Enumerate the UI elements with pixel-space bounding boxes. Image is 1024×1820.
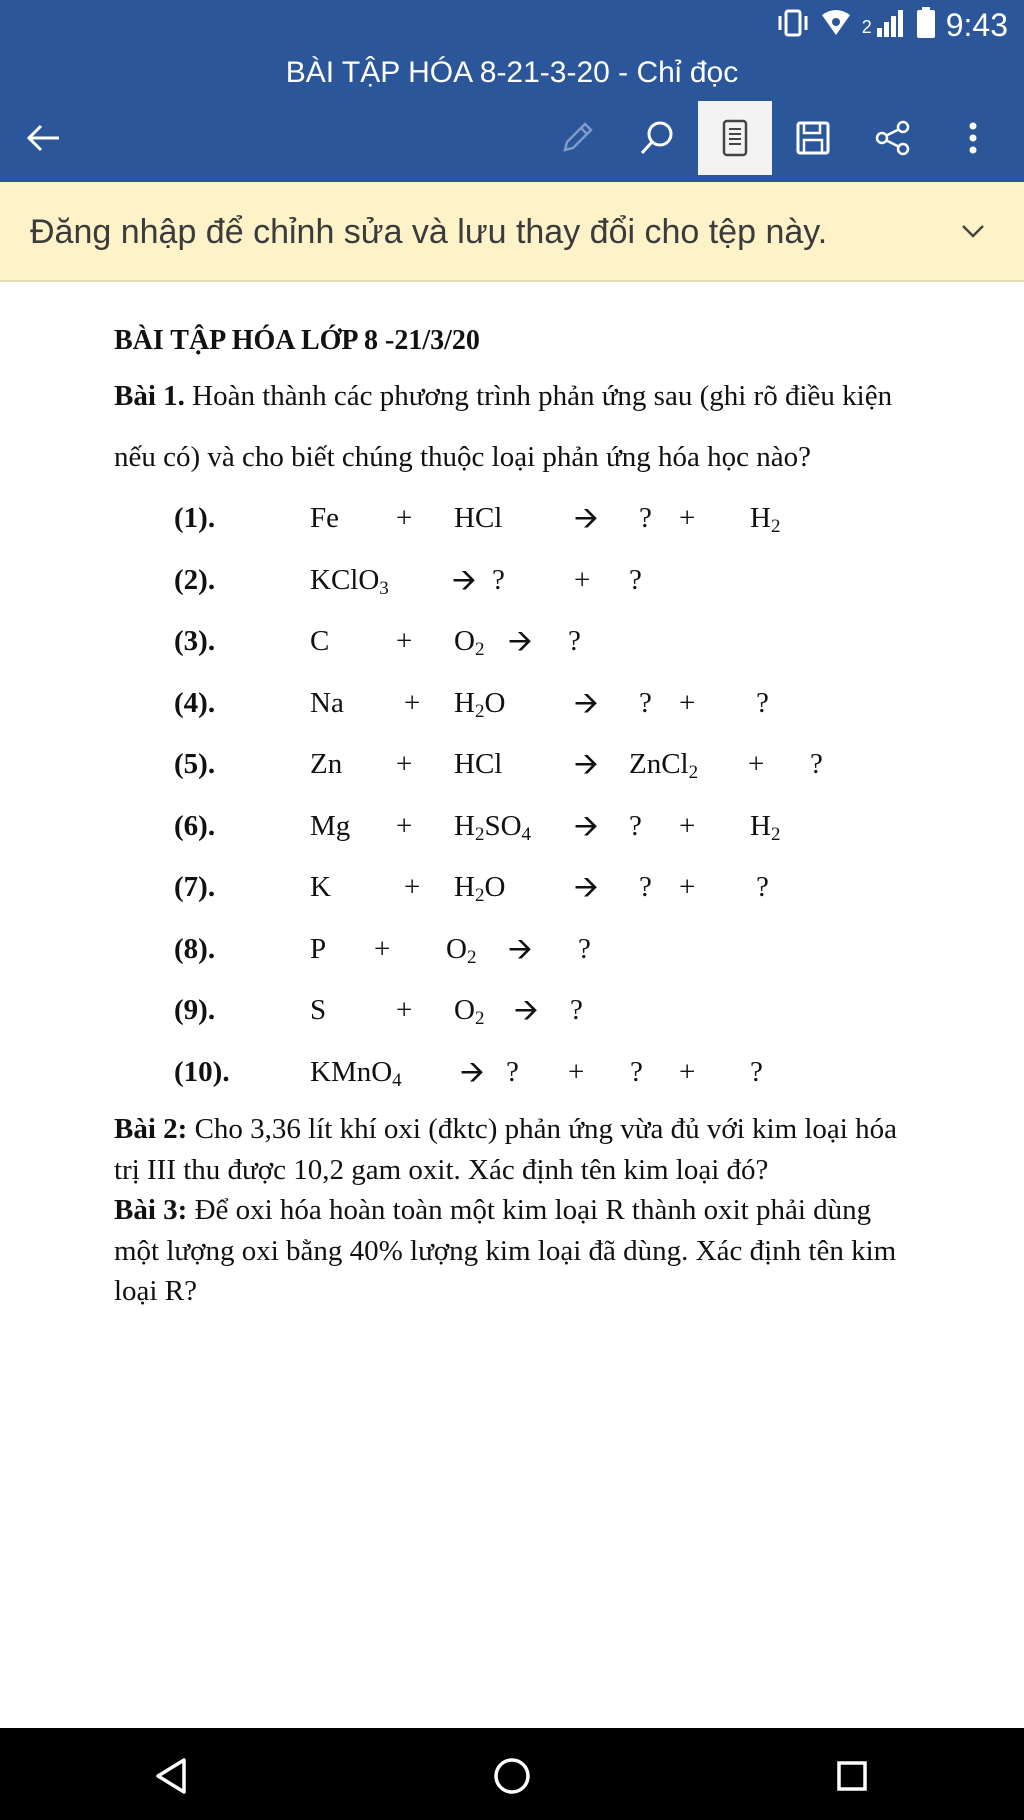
nav-recents-icon [832, 1756, 872, 1796]
reaction-number: (6). [174, 809, 216, 842]
reaction-row [174, 673, 914, 735]
bai-2-label: Bài 2: [114, 1113, 188, 1145]
reaction-number: (9). [174, 994, 216, 1026]
plus-sign: + [404, 871, 421, 903]
reactant: HCl [454, 502, 503, 534]
reactant: S [310, 994, 327, 1026]
reaction-number: (3). [174, 625, 216, 657]
reactant: Mg [310, 809, 351, 842]
arrow-icon: 🡪 [460, 1054, 485, 1090]
reaction-number: (7). [174, 871, 216, 903]
product: ? [492, 563, 505, 596]
reaction-number: (5). [174, 748, 216, 780]
bai-2-text: Cho 3,36 lít khí oxi (đktc) phản ứng vừa đủ với kim loại hóa trị III thu được 10,2 gam oxit. Xác định tên kim loại đó? [114, 1113, 897, 1186]
wifi-icon [820, 9, 852, 42]
product: ? [629, 809, 642, 842]
plus-sign: + [574, 563, 591, 596]
arrow-icon: 🡪 [508, 931, 533, 967]
notice-text: Đăng nhập để chỉnh sửa và lưu thay đổi cho tệp này. [30, 213, 828, 251]
reactant: $H_2SO_4$ [454, 809, 532, 845]
plus-sign: + [404, 686, 421, 719]
pencil-icon [557, 118, 597, 158]
reactant: P [310, 932, 327, 965]
edit-button[interactable] [540, 101, 614, 175]
plus-sign: + [679, 686, 696, 719]
product: ? [570, 994, 583, 1026]
bai-1-text: Hoàn thành các phương trình phản ứng sau (ghi rõ điều kiện nếu có) và cho biết chúng thuộc loại phản ứng hóa học nào? [114, 380, 893, 473]
plus-sign: + [679, 871, 696, 903]
navigation-bar [0, 1728, 1024, 1820]
bai-1-paragraph [114, 366, 914, 488]
reactant: $O_2$ [446, 932, 477, 968]
arrow-icon: 🡪 [452, 562, 477, 598]
document-page[interactable] [0, 284, 1024, 1728]
nav-back-button[interactable] [144, 1748, 200, 1804]
status-icons [776, 6, 1008, 44]
nav-home-button[interactable] [484, 1748, 540, 1804]
share-icon [873, 118, 913, 158]
plus-sign: + [396, 809, 413, 842]
document-content [114, 326, 914, 1312]
arrow-icon: 🡪 [574, 808, 599, 844]
reactant: C [310, 625, 330, 657]
product: ? [756, 686, 769, 719]
reaction-row [174, 857, 914, 919]
title-bar [0, 50, 1024, 96]
share-button[interactable] [856, 101, 930, 175]
product: ? [750, 1055, 763, 1088]
reactant: KClO$_3$ [310, 563, 389, 599]
arrow-icon: 🡪 [514, 993, 539, 1028]
product: ? [756, 871, 769, 903]
document-title: BÀI TẬP HÓA 8-21-3-20 - Chỉ đọc [285, 56, 739, 89]
more-options-button[interactable] [936, 101, 1010, 175]
chevron-down-icon[interactable] [960, 218, 986, 249]
reactant: $O_2$ [454, 625, 485, 660]
product: ? [810, 748, 823, 780]
reaction-row [174, 796, 914, 858]
back-arrow-icon [23, 118, 63, 158]
nav-back-icon [152, 1756, 192, 1796]
more-icon [963, 118, 983, 158]
reaction-row [174, 919, 914, 981]
battery-icon [916, 7, 936, 44]
product: ? [568, 625, 581, 657]
product: ? [639, 502, 652, 534]
reactant: HCl [454, 748, 503, 780]
arrow-icon: 🡪 [574, 747, 599, 782]
reaction-row [174, 488, 914, 550]
arrow-icon: 🡪 [574, 501, 599, 536]
reactant: Na [310, 686, 344, 719]
product: ? [630, 1055, 643, 1088]
save-button[interactable] [776, 101, 850, 175]
plus-sign: + [679, 1055, 696, 1088]
sim-number: 2 [861, 17, 872, 37]
plus-sign: + [396, 502, 413, 534]
back-button[interactable] [6, 101, 80, 175]
reactant: Fe [310, 502, 339, 534]
status-time: 9:43 [945, 6, 1008, 43]
reactant: K [310, 871, 331, 903]
reaction-row [174, 734, 914, 796]
reactant: Zn [310, 748, 343, 780]
arrow-icon: 🡪 [508, 624, 533, 659]
search-button[interactable] [620, 101, 694, 175]
nav-home-icon [490, 1754, 534, 1798]
plus-sign: + [568, 1055, 585, 1088]
reaction-row [174, 980, 914, 1042]
bai-3-text: Để oxi hóa hoàn toàn một kim loại R thành oxit phải dùng một lượng oxi bằng 40% lượng kim loại đã dùng. Xác định tên kim loại R? [114, 1194, 897, 1307]
reaction-number: (2). [174, 563, 216, 596]
search-icon [637, 118, 677, 158]
reaction-row [174, 1042, 914, 1104]
nav-recents-button[interactable] [824, 1748, 880, 1804]
save-icon [793, 118, 833, 158]
reactant: $O_2$ [454, 994, 485, 1029]
reactant: $H_2O$ [454, 686, 506, 722]
plus-sign: + [396, 748, 413, 780]
bai-1-label: Bài 1. [114, 380, 185, 412]
product: ZnCl$_2$ [629, 748, 699, 783]
arrow-icon: 🡪 [574, 870, 599, 905]
plus-sign: + [396, 994, 413, 1026]
vibrate-icon [776, 8, 810, 43]
toolbar [0, 96, 1024, 182]
plus-sign: + [679, 809, 696, 842]
bai-3-paragraph [114, 1190, 914, 1312]
product: ? [629, 563, 642, 596]
plus-sign: + [374, 932, 391, 965]
reading-view-button[interactable] [698, 101, 772, 175]
reaction-list [174, 488, 914, 1103]
reading-view-icon [717, 118, 753, 158]
arrow-icon: 🡪 [574, 685, 599, 721]
reaction-number: (10). [174, 1055, 230, 1088]
product: ? [639, 686, 652, 719]
doc-heading: BÀI TẬP HÓA LỚP 8 -21/3/20 [114, 325, 480, 356]
plus-sign: + [396, 625, 413, 657]
status-bar [0, 0, 1024, 50]
bai-2-paragraph [114, 1109, 914, 1190]
reaction-number: (1). [174, 502, 216, 534]
plus-sign: + [748, 748, 765, 780]
product: $H_2$ [750, 809, 781, 845]
product: ? [639, 871, 652, 903]
plus-sign: + [679, 502, 696, 534]
reactant: $H_2O$ [454, 871, 506, 906]
reaction-row [174, 550, 914, 612]
reaction-number: (8). [174, 932, 216, 965]
bai-3-label: Bài 3: [114, 1194, 188, 1226]
product: ? [578, 932, 591, 965]
reactant: KMnO$_4$ [310, 1055, 402, 1091]
reaction-row [174, 611, 914, 673]
reaction-number: (4). [174, 686, 216, 719]
product: $H_2$ [750, 502, 781, 537]
signal-icon [876, 8, 906, 43]
sign-in-notice[interactable] [0, 182, 1024, 282]
product: ? [506, 1055, 519, 1088]
